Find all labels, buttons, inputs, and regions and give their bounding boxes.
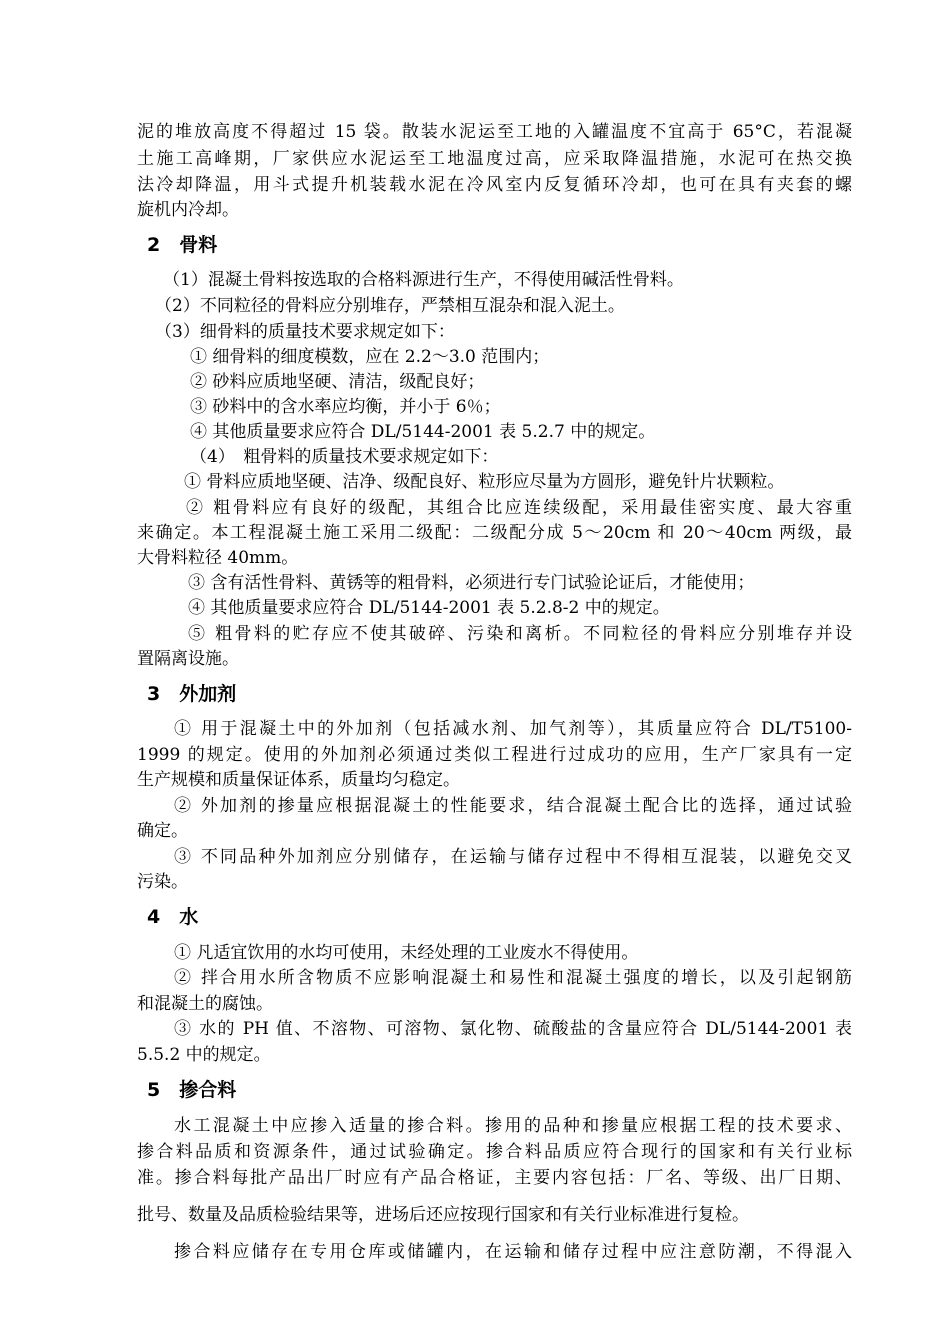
section-number: 3 — [147, 683, 161, 705]
paragraph-line: 掺合料应储存在专用仓库或储罐内，在运输和储存过程中应注意防潮，不得混入 — [174, 1242, 852, 1262]
section-heading-aggregate — [147, 232, 217, 258]
paragraph-line: 1999 的规定。使用的外加剂必须通过类似工程进行过成功的应用，生产厂家具有一定 — [137, 745, 852, 765]
section-number: 4 — [147, 906, 161, 928]
paragraph-line: 和混凝土的腐蚀。 — [137, 994, 273, 1014]
paragraph-line: 大骨料粒径 40mm。 — [137, 548, 299, 568]
list-item: ① 细骨料的细度模数，应在 2.2～3.0 范围内； — [190, 347, 550, 367]
paragraph-line: 水工混凝土中应掺入适量的掺合料。掺用的品种和掺量应根据工程的技术要求、 — [174, 1116, 852, 1136]
list-item: ⑤ 粗骨料的贮存应不使其破碎、污染和离析。不同粒径的骨料应分别堆存并设 — [188, 624, 852, 644]
paragraph-line: ③ 水的 PH 值、不溶物、可溶物、氯化物、硫酸盐的含量应符合 DL/5144-2001 表 — [174, 1019, 852, 1039]
list-item: （3）细骨料的质量技术要求规定如下： — [155, 322, 455, 342]
section-title: 掺合料 — [179, 1079, 237, 1101]
paragraph-line: 准。掺合料每批产品出厂时应有产品合格证，主要内容包括：厂名、等级、出厂日期、 — [137, 1168, 852, 1188]
paragraph-line: 旋机内冷却。 — [137, 200, 239, 220]
paragraph-line: 生产规模和质量保证体系，质量均匀稳定。 — [137, 770, 460, 790]
paragraph-line: 污染。 — [137, 872, 188, 892]
paragraph-line: 置隔离设施。 — [137, 649, 239, 669]
section-title: 水 — [179, 906, 199, 928]
paragraph-line: 法冷却降温，用斗式提升机装载水泥在冷风室内反复循环冷却，也可在具有夹套的螺 — [137, 175, 852, 195]
section-title: 外加剂 — [179, 683, 237, 705]
list-item: （4） 粗骨料的质量技术要求规定如下： — [190, 447, 499, 467]
paragraph-line: ① 凡适宜饮用的水均可使用，未经处理的工业废水不得使用。 — [174, 943, 639, 963]
paragraph-line: 来确定。本工程混凝土施工采用二级配：二级配分成 5～20cm 和 20～40cm 两级，最 — [137, 523, 852, 543]
list-item: ② 砂料应质地坚硬、清洁，级配良好； — [190, 372, 485, 392]
paragraph-line: 5.5.2 中的规定。 — [137, 1045, 271, 1065]
section-heading-admixture — [147, 681, 236, 707]
paragraph-line: 批号、数量及品质检验结果等，进场后还应按现行国家和有关行业标准进行复检。 — [137, 1205, 749, 1225]
paragraph-line: ② 外加剂的掺量应根据混凝土的性能要求，结合混凝土配合比的选择，通过试验 — [174, 796, 852, 816]
list-item: （1）混凝土骨料按选取的合格料源进行生产，不得使用碱活性骨料。 — [163, 270, 684, 290]
section-heading-water — [147, 904, 198, 930]
list-item: ④ 其他质量要求应符合 DL/5144-2001 表 5.2.7 中的规定。 — [190, 422, 656, 442]
paragraph-line: ③ 不同品种外加剂应分别储存，在运输与储存过程中不得相互混装，以避免交叉 — [174, 847, 852, 867]
section-number: 5 — [147, 1079, 161, 1101]
list-item: ① 骨料应质地坚硬、洁净、级配良好、粒形应尽量为方圆形，避免针片状颗粒。 — [184, 472, 785, 492]
paragraph-line: 掺合料品质和资源条件，通过试验确定。掺合料品质应符合现行的国家和有关行业标 — [137, 1142, 852, 1162]
section-heading-admixture-material — [147, 1077, 236, 1103]
section-number: 2 — [147, 234, 161, 256]
paragraph-line: 确定。 — [137, 821, 188, 841]
paragraph-line: 土施工高峰期，厂家供应水泥运至工地温度过高，应采取降温措施，水泥可在热交换 — [137, 149, 852, 169]
list-item: ③ 含有活性骨料、黄锈等的粗骨料，必须进行专门试验论证后，才能使用； — [188, 573, 755, 593]
paragraph-line: ① 用于混凝土中的外加剂（包括减水剂、加气剂等），其质量应符合 DL/T5100- — [174, 719, 852, 739]
paragraph-line: 泥的堆放高度不得超过 15 袋。散装水泥运至工地的入罐温度不宜高于 65°C，若混凝 — [137, 122, 852, 142]
list-item: ② 粗骨料应有良好的级配，其组合比应连续级配，采用最佳密实度、最大容重 — [186, 498, 852, 518]
paragraph-line: ② 拌合用水所含物质不应影响混凝土和易性和混凝土强度的增长，以及引起钢筋 — [174, 968, 852, 988]
list-item: （2）不同粒径的骨料应分别堆存，严禁相互混杂和混入泥土。 — [155, 296, 625, 316]
list-item: ④ 其他质量要求应符合 DL/5144-2001 表 5.2.8-2 中的规定。 — [188, 598, 670, 618]
list-item: ③ 砂料中的含水率应均衡，并小于 6％； — [190, 397, 501, 417]
section-title: 骨料 — [179, 234, 218, 256]
